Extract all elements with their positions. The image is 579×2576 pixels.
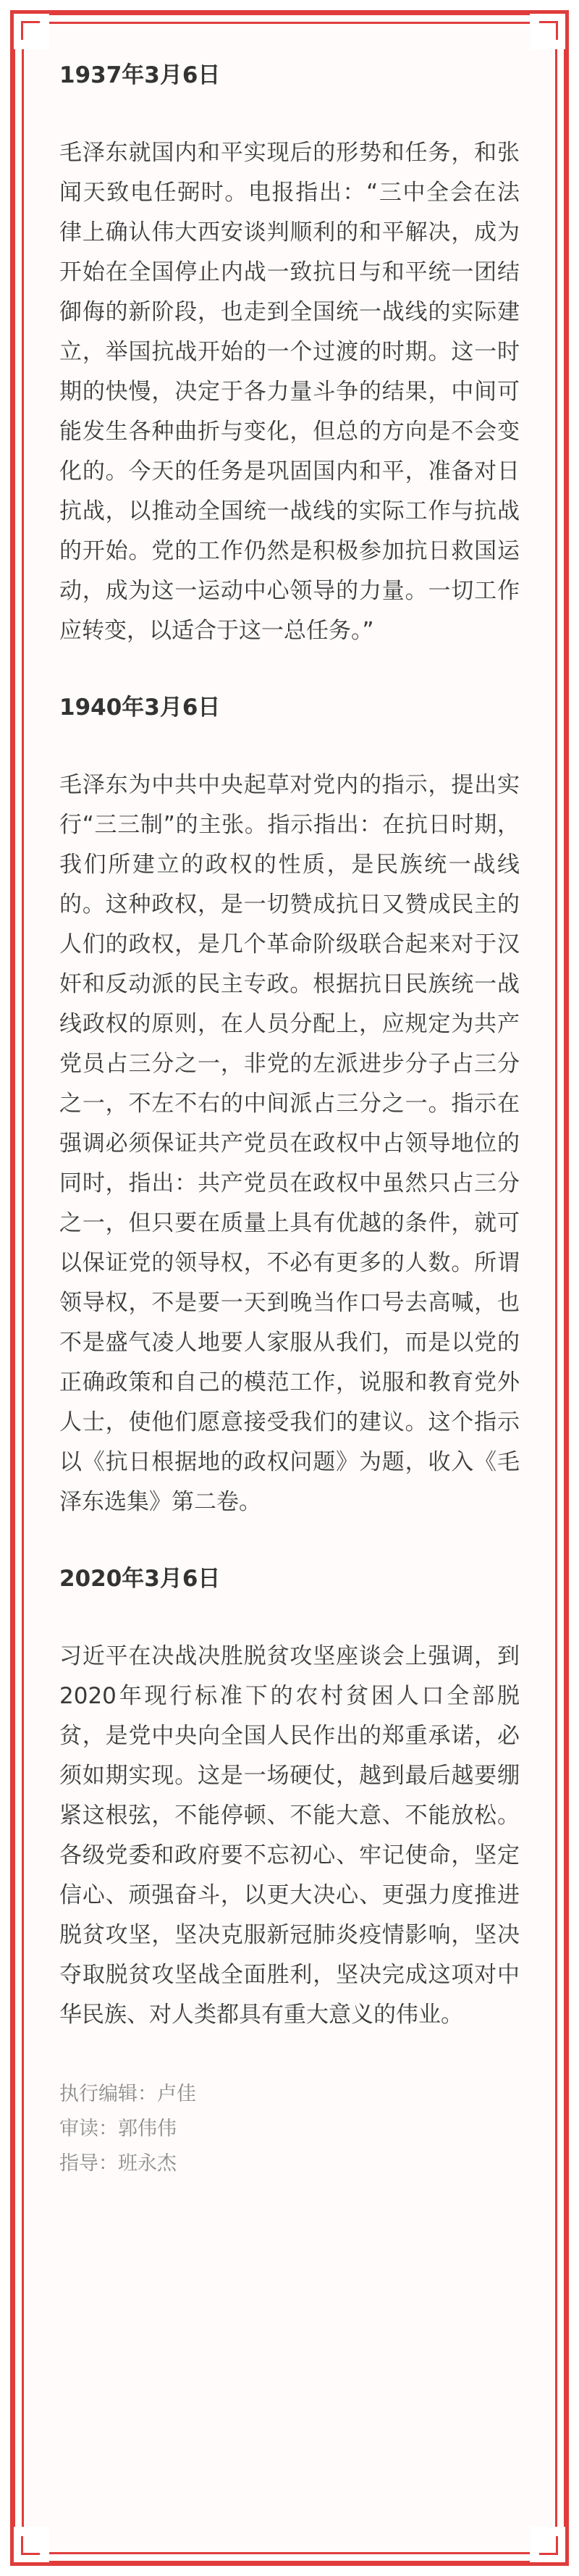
article-body [59,61,520,2181]
entry-date: 2020年3月6日 [59,1566,221,1592]
history-entry-1937 [59,61,520,651]
credits [59,2077,520,2181]
entry-date: 1940年3月6日 [59,695,221,721]
entry-text: 习近平在决战决胜脱贫攻坚座谈会上强调，到2020年现行标准下的农村贫困人口全部脱贫，是党中央向全国人民作出的郑重承诺，必须如期实现。这是一场硬仗，越到最后越要绷紧这根弦，不能停顿、不能大意、不能放松。各级党委和政府要不忘初心、牢记使命，坚定信心、顽强奋斗，以更大决心、更强力度推进脱贫攻坚，坚决克服新冠肺炎疫情影响，坚决夺取脱贫攻坚战全面胜利，坚决完成这项对中华民族、对人类都具有重大意义的伟业。 [59,1643,520,2028]
history-entry-2020 [59,1564,520,2035]
entry-text: 毛泽东为中共中央起草对党内的指示，提出实行“三三制”的主张。指示指出：在抗日时期，我们所建立的政权的性质，是民族统一战线的。这种政权，是一切赞成抗日又赞成民主的人们的政权，是几个革命阶级联合起来对于汉奸和反动派的民主专政。根据抗日民族统一战线政权的原则，在人员分配上，应规定为共产党员占三分之一，非党的左派进步分子占三分之一，不左不右的中间派占三分之一。指示在强调必须保证共产党员在政权中占领导地位的同时，指出：共产党员在政权中虽然只占三分之一，但只要在质量上具有优越的条件，就可以保证党的领导权，不必有更多的人数。所谓领导权，不是要一天到晚当作口号去高喊，也不是盛气凌人地要人家服从我们，而是以党的正确政策和自己的模范工作，说服和教育党外人士，使他们愿意接受我们的建议。这个指示以《抗日根据地的政权问题》为题，收入《毛泽东选集》第二卷。 [59,772,520,1515]
history-entry-1940 [59,693,520,1522]
corner-ornament-bottom-left [12,2527,49,2564]
entry-date: 1937年3月6日 [59,62,221,88]
corner-ornament-top-right [530,12,567,49]
entry-text: 毛泽东就国内和平实现后的形势和任务，和张闻天致电任弼时。电报指出：“三中全会在法律上确认伟大西安谈判顺利的和平解决，成为开始在全国停止内战一致抗日与和平统一团结御侮的新阶段，也走到全国统一战线的实际建立，举国抗战开始的一个过渡的时期。这一时期的快慢，决定于各力量斗争的结果，中间可能发生各种曲折与变化，但总的方向是不会变化的。今天的任务是巩固国内和平，准备对日抗战，以推动全国统一战线的实际工作与抗战的开始。党的工作仍然是积极参加抗日救国运动，成为这一运动中心领导的力量。一切工作应转变，以适合于这一总任务。” [59,140,520,644]
corner-ornament-bottom-right [530,2527,567,2564]
corner-ornament-top-left [12,12,49,49]
credit-reviewer: 审读：郭伟伟 [59,2118,177,2140]
credit-supervisor: 指导：班永杰 [59,2152,177,2175]
credit-editor: 执行编辑：卢佳 [59,2083,196,2105]
